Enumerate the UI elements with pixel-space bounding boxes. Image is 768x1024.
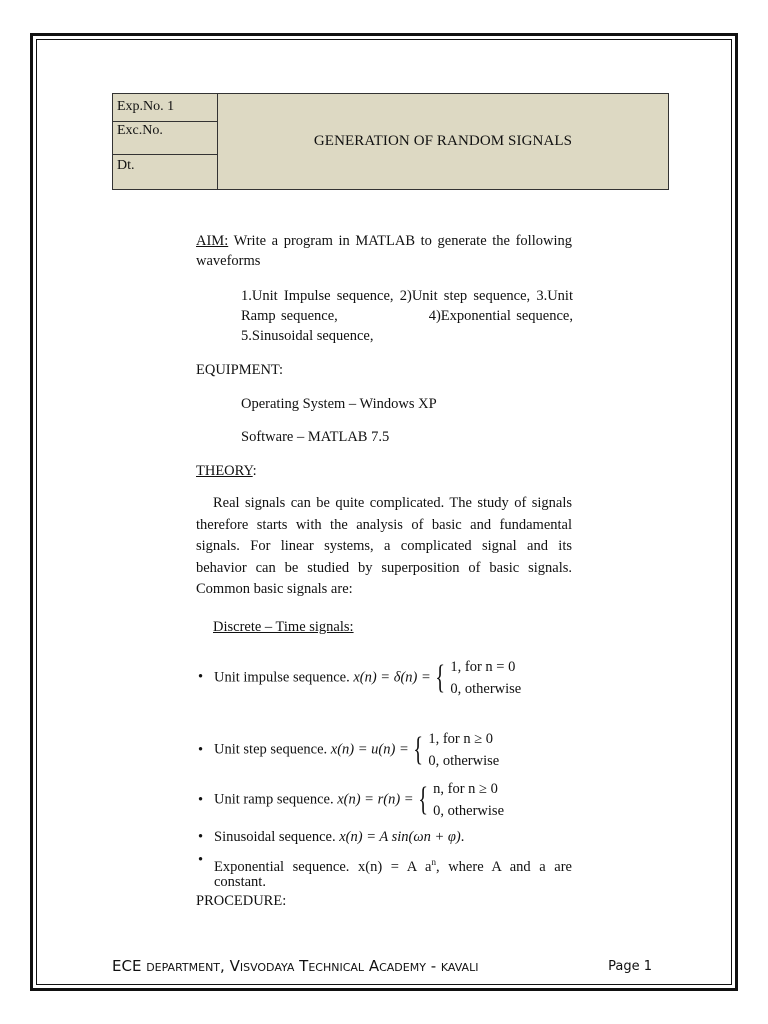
exponential-rest: , where A and a are — [435, 858, 572, 875]
ramp-case-2: 0, otherwise — [433, 803, 505, 819]
step-bullet — [198, 728, 574, 774]
impulse-case-1: 1, for n = 0 — [450, 659, 516, 675]
discrete-time-subheading: Discrete – Time signals: — [213, 619, 354, 635]
exp-no-cell: Exp.No. 1 — [113, 94, 217, 122]
header-left-column — [113, 94, 218, 189]
impulse-lhs: x(n) = δ(n) = — [353, 669, 431, 686]
theory-colon: : — [252, 463, 257, 479]
footer-page-number: Page 1 — [608, 959, 652, 974]
aim-text: Write a program in MATLAB to generate the following waveforms — [196, 233, 572, 269]
exc-no-cell: Exc.No. — [113, 122, 217, 155]
exponential-line-2: constant. — [214, 874, 266, 890]
ramp-case-1: n, for n ≥ 0 — [433, 781, 498, 797]
left-brace: { — [413, 731, 424, 768]
sinusoid-end: . — [460, 829, 465, 845]
date-cell: Dt. — [117, 158, 135, 173]
footer-department: ECE department, Visvodaya Technical Academy - kavali — [112, 957, 479, 975]
ramp-cases — [433, 778, 504, 822]
page-footer — [112, 957, 652, 979]
ramp-label: Unit ramp sequence. — [214, 791, 334, 808]
exponential-bullet — [198, 852, 574, 892]
waveform-list: 1.Unit Impulse sequence, 2)Unit step sequence, 3.Unit Ramp sequence, 4)Exponential sequence, 5.Sinusoidal sequence, — [241, 288, 577, 344]
step-case-1: 1, for n ≥ 0 — [428, 731, 494, 747]
impulse-cases — [450, 656, 521, 700]
step-case-2: 0, otherwise — [428, 753, 500, 769]
theory-paragraph: Real signals can be quite complicated. The study of signals therefore starts with the analysis of basic and fundamental signals. For linear systems, a complicated signal and its behavior can be studied by superposition of basic signals. Common basic signals are: — [196, 495, 572, 597]
left-brace: { — [418, 781, 429, 818]
bullet-dot: • — [198, 792, 204, 808]
experiment-title: GENERATION OF RANDOM SIGNALS — [313, 133, 573, 149]
impulse-bullet — [198, 656, 574, 702]
step-label: Unit step sequence. — [214, 741, 328, 758]
impulse-case-2: 0, otherwise — [450, 681, 522, 697]
equipment-os: Operating System – Windows XP — [241, 396, 437, 412]
exponential-label: Exponential sequence. x(n) = A a — [214, 858, 432, 875]
left-brace: { — [435, 659, 446, 696]
theory-label: THEORY — [196, 463, 253, 479]
step-cases — [428, 728, 499, 772]
experiment-header-table — [112, 93, 669, 190]
bullet-dot: • — [198, 669, 204, 685]
bullet-dot: • — [198, 742, 204, 758]
bullet-dot: • — [198, 829, 204, 845]
sinusoid-formula: x(n) = A sin(ωn + φ) — [339, 829, 461, 845]
sinusoid-bullet — [198, 829, 574, 849]
procedure-heading: PROCEDURE: — [196, 893, 287, 909]
equipment-heading: EQUIPMENT: — [196, 362, 284, 378]
ramp-bullet — [198, 778, 574, 824]
theory-heading — [196, 461, 572, 481]
exponential-line-1 — [214, 852, 572, 877]
exponential-superscript: n — [431, 857, 436, 867]
step-lhs: x(n) = u(n) = — [330, 741, 409, 758]
aim-label: AIM: — [196, 233, 229, 249]
bullet-dot: • — [198, 852, 204, 868]
aim-paragraph — [196, 231, 572, 271]
equipment-software: Software – MATLAB 7.5 — [241, 429, 390, 445]
sinusoid-label: Sinusoidal sequence. — [214, 829, 336, 845]
impulse-label: Unit impulse sequence. — [214, 669, 350, 686]
ramp-lhs: x(n) = r(n) = — [337, 791, 414, 808]
